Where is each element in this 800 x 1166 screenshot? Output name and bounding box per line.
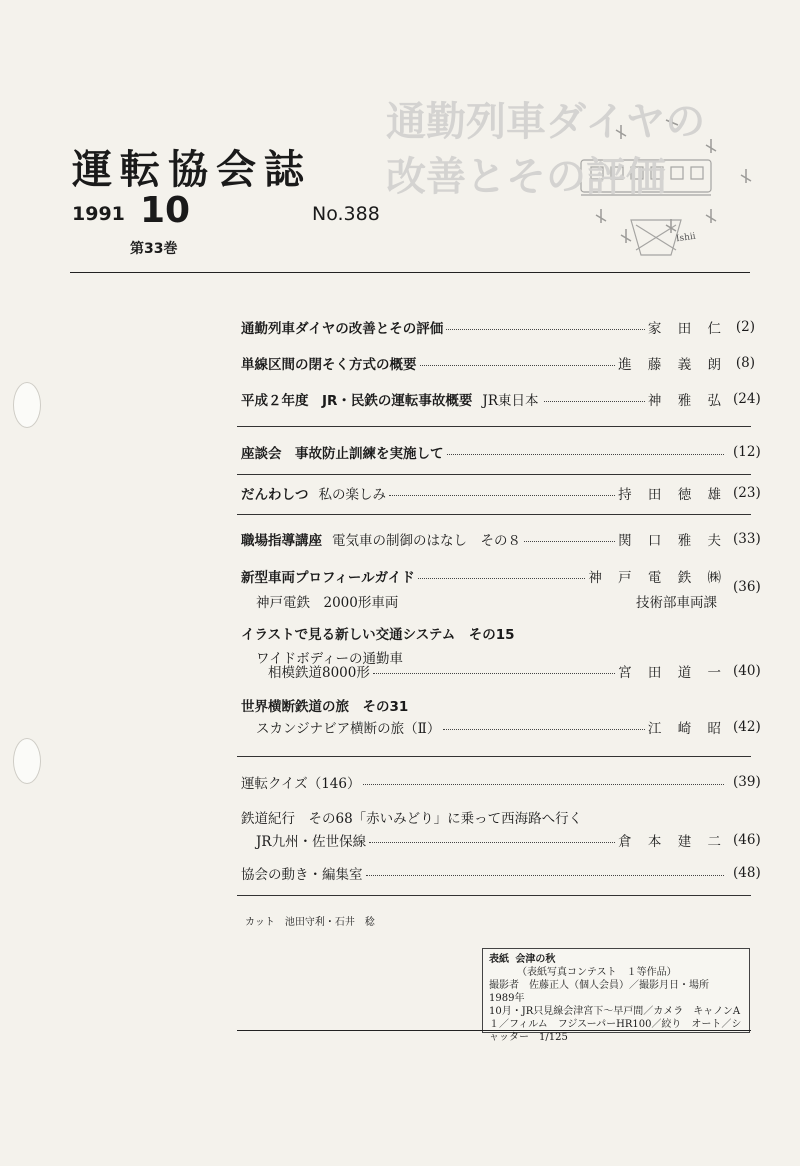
toc-entry[interactable] (241, 482, 761, 504)
toc-author: 家 田 仁 (647, 321, 727, 337)
toc-author: 倉 本 建 二 (618, 834, 727, 850)
toc-title: 協会の動き・編集室 (241, 867, 363, 883)
leader-dots (363, 784, 724, 785)
cover-title: 会津の秋 (515, 954, 556, 965)
illustration-signature: Ishii (675, 231, 697, 245)
section-divider (237, 895, 751, 896)
leader-dots (524, 541, 615, 542)
toc-title: イラストで見る新しい交通システム その15 (241, 627, 515, 643)
binder-hole-top (13, 382, 41, 428)
toc-page: (36) (733, 579, 761, 595)
toc-title: 職場指導講座 (241, 533, 322, 549)
toc-entry-tail[interactable] (256, 829, 761, 851)
toc-subline: 神戸電鉄 2000形車両 (256, 595, 399, 611)
leader-dots (447, 454, 725, 455)
toc-author-affiliation: 技術部車両課 (636, 595, 717, 611)
cover-line: 10月・JR只見線会津宮下～早戸間／カメラ キャノンA (489, 1006, 741, 1017)
cover-line: 撮影者 佐藤正人（個人会員）／撮影月日・場所 1989年 (489, 980, 719, 1004)
cover-line: ャッター 1/125 (489, 1032, 568, 1043)
toc-title: 新型車両プロフィールガイド (241, 570, 415, 586)
magazine-title: 運転協会誌 (72, 147, 312, 193)
volume-number: 第33巻 (130, 241, 178, 257)
toc-title: 通勤列車ダイヤの改善とその評価 (241, 321, 444, 337)
issue-month: 10 (140, 190, 191, 231)
toc-title: 単線区間の閉そく方式の概要 (241, 357, 417, 373)
toc-page: (48) (733, 865, 761, 881)
section-divider (237, 756, 751, 757)
toc-author: 持 田 徳 雄 (618, 487, 727, 503)
issue-number: No.388 (312, 203, 380, 225)
toc-subline: スカンジナビア横断の旅（Ⅱ） (256, 721, 441, 737)
cover-label: 表紙 (489, 954, 509, 965)
toc-subline: 相模鉄道8000形 (268, 665, 370, 681)
section-divider (237, 426, 751, 427)
leader-dots (366, 875, 725, 876)
dragonfly-train-illustration (366, 75, 786, 260)
toc-entry[interactable] (241, 388, 761, 410)
cover-info-box (482, 948, 750, 1043)
toc-entry[interactable] (241, 441, 761, 463)
toc-entry[interactable] (241, 622, 755, 644)
toc-author: 江 崎 昭 (647, 721, 727, 737)
leader-dots (389, 495, 615, 496)
cover-line: １／フィルム フジスーパーHR100／絞り オート／シ (489, 1019, 742, 1030)
leader-dots (373, 673, 615, 674)
section-divider (237, 514, 751, 515)
cover-note: （表紙写真コンテスト １等作品） (517, 967, 677, 978)
leader-dots (369, 842, 615, 843)
toc-title: だんわしつ (241, 487, 309, 503)
toc-title: 平成２年度 JR・民鉄の運転事故概要 (241, 393, 473, 409)
footer-rule (237, 1030, 751, 1031)
toc-page: (40) (733, 663, 761, 679)
leader-dots (418, 578, 586, 579)
toc-entry[interactable] (241, 806, 755, 828)
toc-author: 神 雅 弘 (647, 393, 727, 409)
toc-title: 座談会 事故防止訓練を実施して (241, 446, 444, 462)
toc-title: 鉄道紀行 その68「赤いみどり」に乗って西海路へ行く (241, 811, 583, 827)
toc-author: 宮 田 道 一 (618, 665, 727, 681)
toc-author: 関 口 雅 夫 (618, 533, 727, 549)
toc-entry[interactable] (241, 771, 761, 793)
section-divider (237, 474, 751, 475)
leader-dots (544, 401, 645, 402)
toc-entry[interactable] (241, 528, 761, 550)
toc-entry[interactable] (241, 316, 755, 338)
toc-page: (23) (733, 485, 761, 501)
toc-entry[interactable] (241, 565, 755, 587)
toc-page: (8) (735, 355, 755, 371)
toc-page: (12) (733, 444, 761, 460)
leader-dots (443, 729, 645, 730)
toc-author: 神 戸 電 鉄 ㈱ (588, 570, 727, 586)
toc-page: (2) (735, 319, 755, 335)
binder-hole-bottom (13, 738, 41, 784)
toc-page: (24) (733, 391, 761, 407)
toc-entry[interactable] (241, 862, 761, 884)
toc-subtitle: 私の楽しみ (318, 487, 386, 503)
toc-entry[interactable] (241, 352, 755, 374)
toc-title: 運転クイズ（146） (241, 776, 361, 792)
toc-page: (39) (733, 774, 761, 790)
toc-page: (46) (733, 832, 761, 848)
toc-subtitle: 電気車の制御のはなし その８ (332, 533, 521, 549)
toc-subline: JR九州・佐世保線 (256, 834, 367, 850)
toc-affiliation: JR東日本 (482, 393, 539, 409)
toc-page: (33) (733, 531, 761, 547)
toc-title: 世界横断鉄道の旅 その31 (241, 699, 409, 715)
issue-year: 1991 (72, 203, 125, 225)
svg-text:改善とその評価: 改善とその評価 (386, 153, 666, 200)
leader-dots (420, 365, 616, 366)
toc-page: (42) (733, 719, 761, 735)
toc-entry-tail[interactable] (256, 716, 761, 738)
toc-entry[interactable] (241, 694, 755, 716)
svg-text:通勤列車ダイヤの: 通勤列車ダイヤの (386, 98, 706, 145)
leader-dots (446, 329, 645, 330)
header-rule (70, 272, 750, 273)
illustration-credits: カット 池田守利・石井 稔 (245, 917, 375, 928)
toc-entry-tail[interactable] (268, 660, 761, 682)
toc-author: 進 藤 義 朗 (618, 357, 727, 373)
toc-subline: ワイドボディーの通勤車 (256, 651, 404, 667)
